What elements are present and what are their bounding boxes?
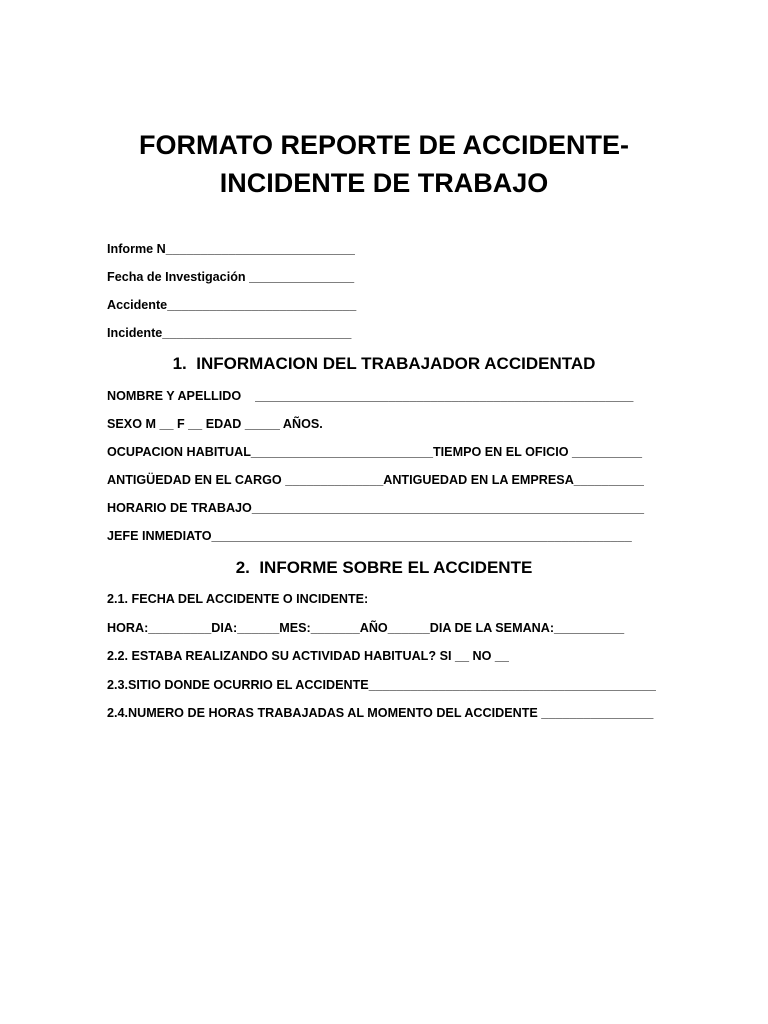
title-line-2: INCIDENTE DE TRABAJO bbox=[219, 168, 549, 198]
title-line-1: FORMATO REPORTE DE ACCIDENTE- bbox=[138, 130, 629, 160]
field-horas-trabajadas: 2.4.NUMERO DE HORAS TRABAJADAS AL MOMENTO DEL ACCIDENTE ________________ bbox=[107, 706, 654, 720]
field-sitio-accidente: 2.3.SITIO DONDE OCURRIO EL ACCIDENTE_________________________________________ bbox=[107, 678, 656, 692]
field-accidente: Accidente___________________________ bbox=[107, 298, 357, 312]
document-title bbox=[0, 126, 768, 202]
field-fecha-investigacion: Fecha de Investigación _______________ bbox=[107, 270, 355, 284]
section-1-heading: 1. INFORMACION DEL TRABAJADOR ACCIDENTAD bbox=[172, 354, 596, 373]
field-fecha-accidente: 2.1. FECHA DEL ACCIDENTE O INCIDENTE: bbox=[107, 592, 369, 606]
section-2-heading: 2. INFORME SOBRE EL ACCIDENTE bbox=[235, 558, 533, 577]
field-antiguedad: ANTIGÜEDAD EN EL CARGO ______________ANTIGUEDAD EN LA EMPRESA__________ bbox=[107, 473, 644, 487]
field-incidente: Incidente___________________________ bbox=[107, 326, 352, 340]
field-nombre-apellido: NOMBRE Y APELLIDO ______________________________________________________ bbox=[107, 389, 634, 403]
field-hora-dia-mes: HORA:_________DIA:______MES:_______AÑO______DIA DE LA SEMANA:__________ bbox=[107, 621, 625, 635]
field-actividad-habitual: 2.2. ESTABA REALIZANDO SU ACTIVIDAD HABITUAL? SI __ NO __ bbox=[107, 649, 509, 663]
field-sexo-edad: SEXO M __ F __ EDAD _____ AÑOS. bbox=[107, 417, 323, 431]
field-ocupacion-tiempo: OCUPACION HABITUAL__________________________TIEMPO EN EL OFICIO __________ bbox=[107, 445, 643, 459]
field-informe-n: Informe N___________________________ bbox=[107, 242, 355, 256]
field-horario: HORARIO DE TRABAJO________________________________________________________ bbox=[107, 501, 645, 515]
field-jefe-inmediato: JEFE INMEDIATO____________________________________________________________ bbox=[107, 529, 632, 543]
